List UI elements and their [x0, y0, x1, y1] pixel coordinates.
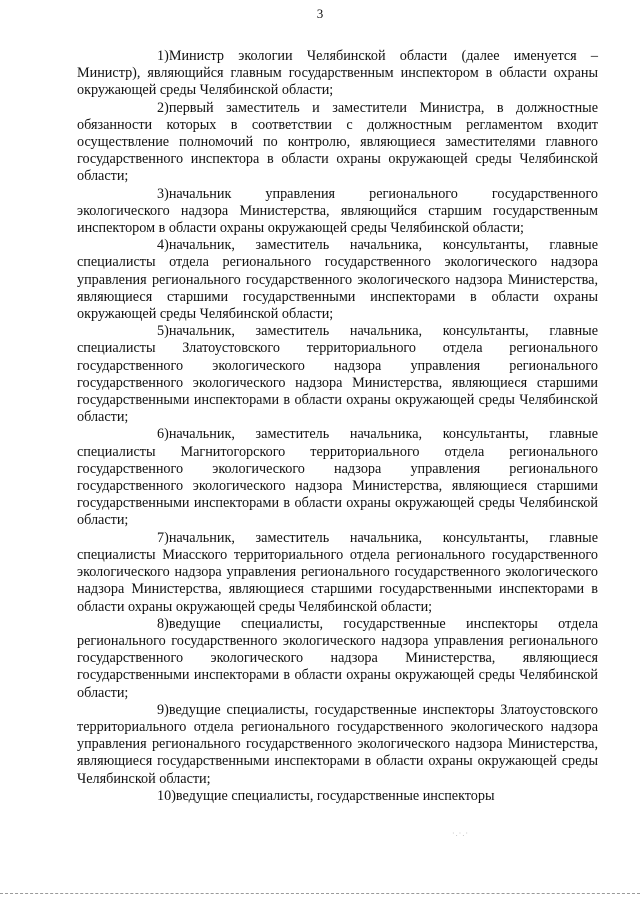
item-text: начальник, заместитель начальника, консультанты, главные специалисты Златоустовского территориального отдела регионального государственного экологического надзора управления регионального государственного экологического надзора Министерства, являющиеся старшими государственными инспекторами в области охраны окружающей среды Челябинской области;	[77, 323, 598, 426]
item-number: 1)	[157, 48, 169, 64]
item-number: 8)	[157, 615, 169, 632]
list-body	[77, 48, 598, 805]
list-item-6	[77, 426, 598, 529]
list-item-7	[77, 530, 598, 616]
list-item-5	[77, 323, 598, 426]
list-item-3	[77, 186, 598, 238]
list-item-8	[77, 616, 598, 702]
list-item-2	[77, 100, 598, 186]
item-number: 3)	[157, 185, 169, 202]
page-bottom-divider	[0, 893, 640, 894]
item-text: начальник, заместитель начальника, консультанты, главные специалисты отдела регионального государственного экологического надзора управления регионального государственного экологического надзора Министерства, являющиеся старшими государственными инспекторами в области охраны окружающей среды Челябинской области;	[77, 237, 598, 323]
item-text: начальник управления регионального государственного экологического надзора Министерства, являющийся старшим государственным инспектором в области охраны окружающей среды Челябинской области;	[77, 185, 598, 237]
item-text: начальник, заместитель начальника, консультанты, главные специалисты Миасского территориального отдела регионального государственного экологического надзора управления регионального государственного экологического надзора Министерства, являющиеся старшими государственными инспекторами в области охраны окружающей среды Челябинской области;	[77, 529, 598, 615]
item-text: ведущие специалисты, государственные инспекторы отдела регионального государственного экологического надзора управления регионального государственного экологического надзора Министерства, являющиеся государственными инспекторами в области охраны окружающей среды Челябинской области;	[77, 615, 598, 701]
scan-artifact: ·.·.·	[452, 829, 469, 838]
item-number: 6)	[157, 426, 169, 443]
item-text: Министр экологии Челябинской области (далее именуется – Министр), являющийся главным государственным инспектором в области охраны окружающей среды Челябинской области;	[77, 48, 598, 99]
item-number: 7)	[157, 529, 169, 546]
item-text: ведущие специалисты, государственные инспекторы Златоустовского территориального отдела регионального государственного экологического надзора управления регионального государственного экологического надзора Министерства, являющиеся государственными инспекторами в области охраны окружающей среды Челябинской области;	[77, 701, 598, 787]
list-item-9	[77, 702, 598, 788]
list-item-1	[77, 48, 598, 100]
item-text: первый заместитель и заместители Министра, в должностные обязанности которых в соответствии с должностным регламентом входит осуществление полномочий по контролю, являющиеся заместителями главного государственного инспектора в области охраны окружающей среды Челябинской области;	[77, 99, 598, 185]
item-number: 4)	[157, 237, 169, 254]
item-text: начальник, заместитель начальника, консультанты, главные специалисты Магнитогорского территориального отдела регионального государственного экологического надзора управления регионального государственного экологического надзора Министерства, являющиеся старшими государственными инспекторами в области охраны окружающей среды Челябинской области;	[77, 426, 598, 529]
item-number: 5)	[157, 323, 169, 340]
item-number: 10)	[157, 787, 176, 804]
list-item-10	[77, 788, 598, 805]
page-number: 3	[316, 6, 324, 21]
item-text: ведущие специалисты, государственные инспекторы	[175, 787, 495, 804]
item-number: 2)	[157, 99, 169, 116]
item-number: 9)	[157, 701, 169, 718]
list-item-4	[77, 237, 598, 323]
